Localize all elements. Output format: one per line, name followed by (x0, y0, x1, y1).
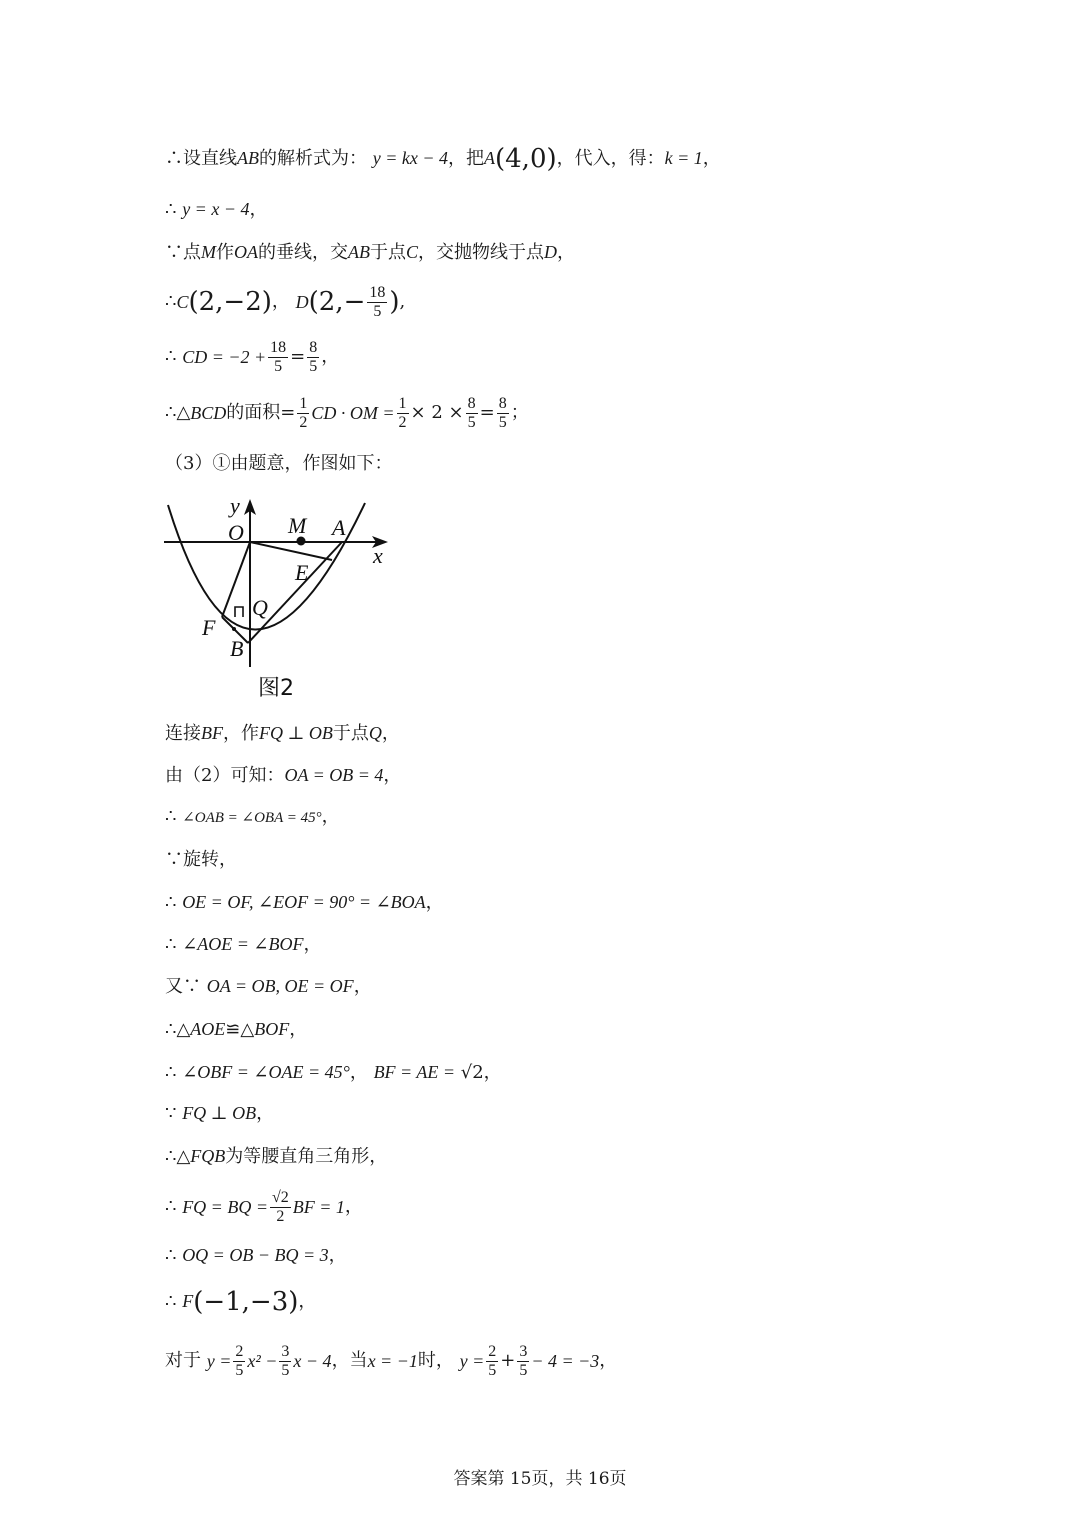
line-6 (165, 391, 529, 435)
figure-2 (160, 495, 400, 705)
line-19 (165, 1184, 363, 1230)
page-footer: 答案第 15页，共 16页 (453, 1469, 627, 1489)
math: Q (368, 723, 382, 743)
line-14 (165, 973, 372, 1000)
line-9 (165, 762, 401, 789)
text: ， (425, 892, 444, 913)
math: FQ = BQ = (182, 1197, 268, 1217)
text: 连接 (165, 723, 201, 744)
fraction: $\frac{8}{5}$ (498, 394, 507, 431)
text: ， (483, 1062, 502, 1083)
math: ∠AOE = ∠BOF (182, 934, 304, 954)
text: 对于 (165, 1350, 201, 1371)
text: ， (249, 199, 268, 220)
line-3 (165, 239, 575, 266)
math: (2,− (308, 287, 366, 317)
fraction: $\frac{3}{5}$ (281, 1342, 290, 1379)
text: ， (321, 806, 340, 827)
text: ∴ (165, 291, 177, 312)
line-15 (165, 1016, 307, 1043)
line-13 (165, 931, 321, 958)
math: C (406, 242, 419, 262)
label-b: B (230, 636, 244, 661)
math: k = 1 (664, 148, 703, 168)
fraction: $\frac{√2}{2}$ (271, 1188, 289, 1225)
math: OA = OB, OE = OF (206, 976, 354, 996)
math: C (176, 292, 189, 312)
text: ∴ (165, 1196, 177, 1217)
line-10 (165, 804, 340, 831)
text: 为等腰直角三角形， (225, 1146, 388, 1167)
right-angle-mark (235, 607, 243, 617)
text: ，交抛物线于点 (418, 242, 545, 263)
fraction: $\frac{2}{5}$ (235, 1342, 244, 1379)
text: 的垂线，交 (258, 242, 348, 263)
line-8 (165, 720, 400, 747)
text: ∴ (165, 934, 177, 955)
math: y = (459, 1351, 485, 1371)
text: ∴△ (165, 402, 191, 423)
line-4 (165, 280, 405, 324)
math: y = (206, 1351, 232, 1371)
math: BF = AE = (373, 1062, 456, 1082)
math: F (182, 1291, 194, 1311)
fraction: $\frac{18}{5}$ (369, 283, 386, 320)
label-x: x (373, 543, 383, 568)
segment-ab (248, 542, 342, 643)
math: y = kx − 4 (372, 148, 448, 168)
math: √2 (460, 1062, 484, 1083)
text: ∴ (165, 1062, 177, 1083)
math: ∠OBF = ∠OAE = 45° (182, 1062, 350, 1082)
text: ， (344, 1196, 363, 1217)
text: 作 (216, 242, 234, 263)
line-2 (165, 196, 267, 223)
math: + (500, 1350, 516, 1371)
line-16 (165, 1059, 502, 1086)
text: ， (321, 346, 340, 367)
text: , (399, 291, 406, 312)
line-11 (165, 847, 237, 873)
label-f: F (202, 615, 216, 640)
line-7 (165, 451, 392, 477)
point-f (232, 627, 236, 631)
segment-of (222, 542, 250, 617)
text: ∴ (165, 1245, 177, 1266)
label-q: Q (252, 595, 268, 620)
math: = (280, 402, 296, 423)
line-1 (165, 145, 721, 172)
label-y: y (230, 495, 240, 518)
text: ∴△ (165, 1019, 191, 1040)
text: ，作 (223, 723, 259, 744)
math: D (544, 242, 558, 262)
text: 于点 (332, 723, 369, 744)
figure-caption: 图2 (258, 676, 294, 701)
fraction: $\frac{8}{5}$ (309, 338, 318, 375)
text: 的解析式为： (259, 148, 367, 169)
math: D (295, 292, 309, 312)
text: （3）①由题意，作图如下： (165, 453, 393, 474)
text: ∵点 (165, 242, 201, 263)
math: × 2 × (410, 402, 464, 423)
text: ， (289, 1019, 308, 1040)
text: ， (349, 1062, 368, 1083)
text: ，把 (448, 148, 484, 169)
label-o: O (228, 520, 244, 545)
math: AOE (190, 1019, 226, 1039)
math: y = x − 4 (182, 199, 250, 219)
text: ， (303, 934, 322, 955)
math: OA = OB = 4 (284, 765, 384, 785)
line-22 (165, 1338, 617, 1384)
text: ， (381, 723, 400, 744)
fraction: $\frac{18}{5}$ (270, 338, 287, 375)
text: ， (383, 765, 402, 786)
math: AB (348, 242, 370, 262)
text: ， (599, 1350, 618, 1371)
text: ， (353, 976, 372, 997)
math: x = −1 (367, 1351, 418, 1371)
math: BF (201, 723, 223, 743)
text: ， (256, 1103, 275, 1124)
math: AB (237, 148, 259, 168)
text: ∴△ (165, 1146, 191, 1167)
math: M (201, 242, 216, 262)
math: FQ ⊥ OB (259, 723, 333, 743)
math: = (479, 402, 495, 423)
math: A (484, 148, 495, 168)
fraction: $\frac{2}{5}$ (488, 1342, 497, 1379)
math: ∠OAB = ∠OBA = 45° (182, 810, 322, 826)
math: OQ = OB − BQ = 3 (182, 1245, 329, 1265)
math: x² − (247, 1351, 278, 1371)
line-17 (165, 1100, 274, 1127)
math: FQB (190, 1146, 226, 1166)
text: 于点 (370, 242, 406, 263)
text: ，当 (331, 1350, 368, 1371)
text: 又∵ (165, 976, 201, 997)
segment-oe (250, 542, 332, 560)
text: ∴ (165, 199, 177, 220)
math: OE = OF, ∠EOF = 90° = ∠BOA (182, 892, 426, 912)
text: ， (557, 242, 576, 263)
fraction: $\frac{3}{5}$ (519, 1342, 528, 1379)
label-e: E (295, 560, 309, 585)
label-m: M (288, 513, 307, 538)
text: ∴ (165, 1291, 177, 1312)
line-18 (165, 1143, 387, 1170)
text: ， (328, 1245, 347, 1266)
text: ，代入，得： (556, 148, 665, 169)
text: 的面积 (226, 402, 281, 423)
text: ∴ (165, 806, 177, 827)
math: FQ ⊥ OB (182, 1103, 257, 1123)
text: 由（2）可知： (165, 765, 285, 786)
text: ， (271, 291, 290, 312)
math: − 4 = −3 (531, 1351, 600, 1371)
text: ； (510, 402, 529, 423)
math: (2,−2) (188, 287, 272, 317)
label-a: A (332, 515, 346, 540)
text: ∴ (165, 892, 177, 913)
text: ∴ (165, 346, 177, 367)
math: BCD (190, 403, 227, 423)
text: ≌△ (225, 1019, 255, 1040)
text: ， (702, 148, 721, 169)
line-5 (165, 335, 339, 379)
line-20 (165, 1242, 347, 1269)
line-21 (165, 1288, 316, 1315)
math: ) (389, 287, 400, 317)
text: ∵旋转， (165, 849, 237, 870)
math: (4,0) (495, 144, 557, 174)
math: (−1,−3) (193, 1287, 299, 1317)
math: CD · OM = (311, 403, 395, 423)
math: x − 4 (293, 1351, 332, 1371)
fraction: $\frac{1}{2}$ (398, 394, 407, 431)
math: CD = −2 + (182, 347, 267, 367)
text: ， (298, 1291, 317, 1312)
line-12 (165, 889, 444, 916)
fraction: $\frac{8}{5}$ (467, 394, 476, 431)
text: ∵ (165, 1103, 177, 1124)
math: BF = 1 (292, 1197, 345, 1217)
fraction: $\frac{1}{2}$ (299, 394, 308, 431)
math: OA (234, 242, 258, 262)
text: ∴设直线 (165, 148, 237, 169)
math: BOF (254, 1019, 290, 1039)
math: = (290, 346, 306, 367)
text: 时， (417, 1350, 454, 1371)
